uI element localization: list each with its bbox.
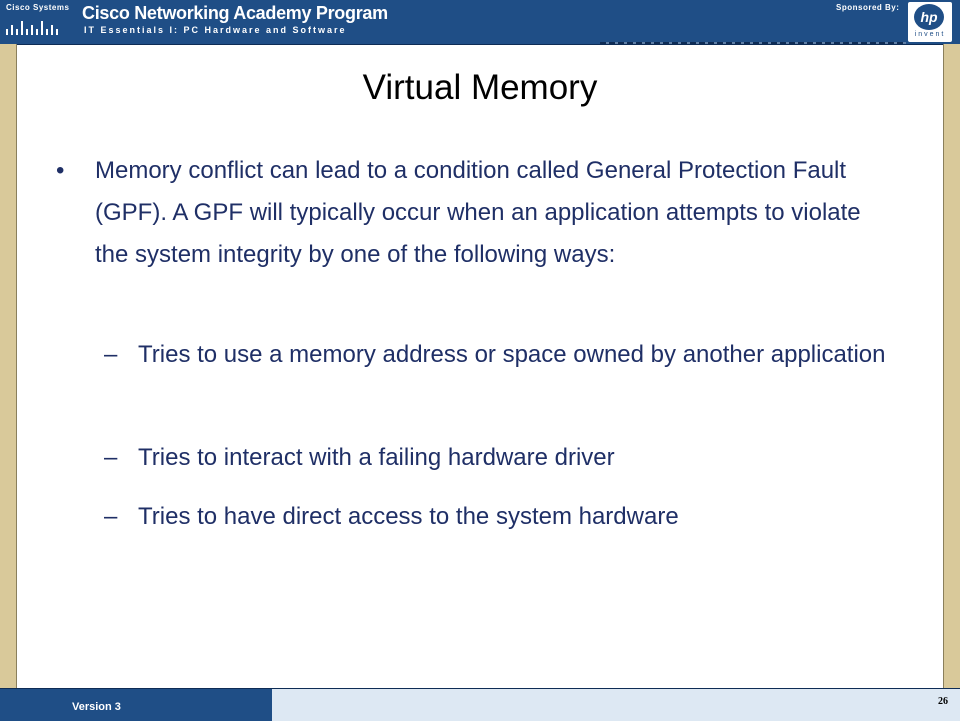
version-label: Version 3: [72, 701, 121, 713]
sub-item-marker: –: [104, 503, 118, 530]
bullet-marker: •: [56, 157, 65, 184]
sub-item: Tries to use a memory address or space owned by another application: [138, 341, 886, 368]
sub-item-marker: –: [104, 444, 118, 471]
header-bar: [0, 0, 960, 45]
sub-item-marker: –: [104, 341, 118, 368]
left-side-bar: [0, 44, 17, 688]
cisco-logo: [4, 3, 70, 39]
slide-title: Virtual Memory: [362, 68, 598, 107]
program-subtitle: IT Essentials I: PC Hardware and Software: [84, 25, 347, 35]
sub-item: Tries to have direct access to the system hardware: [138, 503, 679, 530]
footer-version-bar: [0, 688, 272, 721]
sub-item: Tries to interact with a failing hardware driver: [138, 444, 615, 471]
program-title: Cisco Networking Academy Program: [82, 3, 388, 23]
hp-logo-letters: hp: [914, 4, 944, 30]
bullet-text: Memory conflict can lead to a condition called General Protection Fault (GPF). A GPF will typically occur when an application attempts to violate the system integrity by one of the following ways:: [95, 157, 861, 268]
header-decorative-line: [600, 42, 906, 44]
cisco-bridge-icon: [4, 15, 60, 37]
footer-bar: [272, 688, 960, 721]
page-number: 26: [938, 696, 948, 707]
sponsor-label: Sponsored By:: [836, 3, 900, 12]
right-side-bar: [943, 44, 960, 688]
hp-logo: [908, 2, 952, 42]
hp-logo-tagline: invent: [914, 31, 946, 38]
cisco-logo-text: Cisco Systems: [6, 3, 70, 12]
